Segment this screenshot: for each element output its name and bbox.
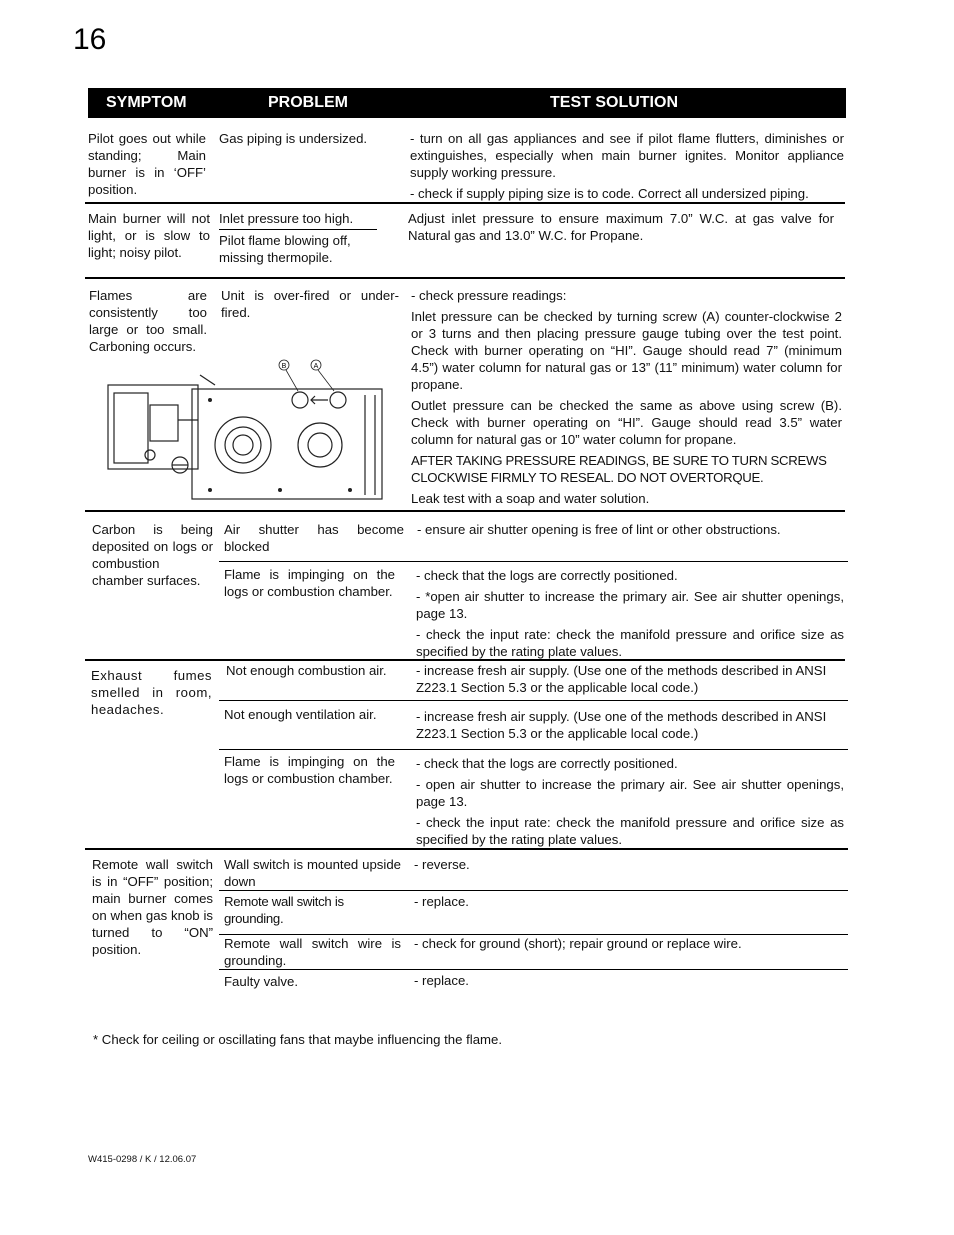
- solution-text: - turn on all gas appliances and see if pilot flame flutters, diminishes or extinguishes, especially when main burner ignites. Monitor appliance supply working pressure.: [410, 131, 844, 180]
- problem-cell: Flame is impinging on the logs or combustion chamber.: [224, 754, 395, 786]
- symptom-cell: Pilot goes out while standing; Main burner is in ‘OFF’ position.: [88, 131, 206, 197]
- solution-cell: [416, 755, 844, 852]
- solution-text: - check if supply piping size is to code. Correct all undersized piping.: [410, 186, 809, 201]
- problem-cell: Wall switch is mounted upside down: [224, 857, 401, 889]
- screw-b-label: B: [281, 363, 287, 370]
- document-code: W415-0298 / K / 12.06.07: [88, 1154, 197, 1165]
- solution-text: - open air shutter to increase the primary air. See air shutter openings, page 13.: [416, 777, 844, 809]
- symptom-cell: Flames are consistently too large or too small. Carboning occurs.: [89, 288, 207, 354]
- page-number: 16: [73, 23, 107, 56]
- solution-text: - check that the logs are correctly positioned.: [416, 568, 678, 583]
- problem-cell: Faulty valve.: [224, 974, 299, 989]
- solution-text: Inlet pressure can be checked by turning screw (A) counter-clockwise 2 or 3 turns and then placing pressure gauge tubing over the test point. Check with burner operating on “HI”. Gauge should read 7” (minimum 4.5”) water column for natural gas or 13” (11” minimum) water column for propane.: [411, 309, 842, 392]
- problem-cell: Not enough combustion air.: [226, 663, 387, 678]
- solution-text: - check the input rate: check the manifold pressure and orifice size as specified by the rating plate values.: [416, 627, 844, 659]
- symptom-cell: Main burner will not light, or is slow to light; noisy pilot.: [88, 211, 210, 260]
- sub-row-divider: [219, 749, 848, 750]
- problem-cell: Flame is impinging on the logs or combustion chamber.: [224, 567, 395, 599]
- table-header: [88, 88, 846, 118]
- problem-cell: Gas piping is undersized.: [219, 131, 368, 146]
- solution-text: Leak test with a soap and water solution.: [411, 491, 650, 506]
- solution-text: - check that the logs are correctly positioned.: [416, 756, 678, 771]
- problem-cell: Unit is over-fired or under-fired.: [221, 288, 399, 320]
- row-divider: [85, 277, 845, 279]
- sub-row-divider: [219, 561, 848, 562]
- solution-text: - check the input rate: check the manifold pressure and orifice size as specified by the rating plate values.: [416, 815, 844, 847]
- solution-cell: [416, 567, 844, 664]
- header-symptom: SYMPTOM: [106, 94, 187, 111]
- solution-cell: [410, 130, 844, 206]
- gas-valve-diagram: [100, 355, 385, 501]
- solution-text: - check pressure readings:: [411, 288, 567, 303]
- problem-cell: Air shutter has become blocked: [224, 522, 404, 554]
- solution-warning: AFTER TAKING PRESSURE READINGS, BE SURE TO TURN SCREWS CLOCKWISE FIRMLY TO RESEAL. DO NOT OVERTORQUE.: [411, 453, 827, 485]
- problem-cell: Remote wall switch is grounding.: [224, 894, 344, 926]
- solution-cell: - replace.: [414, 973, 469, 988]
- sub-row-divider: [219, 700, 848, 701]
- problem-cell: Pilot flame blowing off, missing thermopile.: [219, 233, 351, 265]
- screw-a-label: A: [313, 363, 319, 370]
- solution-cell: Adjust inlet pressure to ensure maximum 7.0” W.C. at gas valve for Natural gas and 13.0” W.C. for Propane.: [408, 211, 834, 243]
- row-divider: [85, 202, 845, 204]
- solution-cell: - replace.: [414, 894, 469, 909]
- solution-cell: - check for ground (short); repair ground or replace wire.: [414, 936, 742, 951]
- problem-cell: Not enough ventilation air.: [224, 707, 377, 722]
- problem-cell: Remote wall switch wire is grounding.: [224, 936, 401, 968]
- row-divider: [85, 848, 848, 850]
- header-test-solution: TEST SOLUTION: [550, 94, 678, 111]
- symptom-cell: Remote wall switch is in “OFF” position; main burner comes on when gas knob is turned to “ON” position.: [92, 857, 213, 957]
- solution-cell: - reverse.: [414, 857, 470, 872]
- solution-text: Outlet pressure can be checked the same as above using screw (B). Check with burner operating on “HI”. Gauge should read 3.5” water column for natural gas or 10” water column for propane.: [411, 398, 842, 447]
- symptom-cell: Exhaust fumes smelled in room, headaches.: [91, 668, 212, 717]
- problem-divider: [219, 229, 377, 230]
- symptom-cell: Carbon is being deposited on logs or combustion chamber surfaces.: [92, 522, 213, 588]
- footnote: * Check for ceiling or oscillating fans that maybe influencing the flame.: [93, 1032, 503, 1047]
- header-problem: PROBLEM: [268, 94, 348, 111]
- solution-cell: [411, 287, 842, 511]
- row-divider: [85, 659, 845, 661]
- problem-cell: Inlet pressure too high.: [219, 211, 354, 226]
- solution-cell: - ensure air shutter opening is free of lint or other obstructions.: [417, 522, 781, 537]
- solution-text: - *open air shutter to increase the primary air. See air shutter openings, page 13.: [416, 589, 844, 621]
- solution-cell: - increase fresh air supply. (Use one of the methods described in ANSI Z223.1 Section 5.3 or the applicable local code.): [416, 709, 827, 741]
- row-divider: [85, 510, 845, 512]
- sub-row-divider: [219, 969, 848, 970]
- sub-row-divider: [219, 890, 848, 891]
- solution-cell: - increase fresh air supply. (Use one of the methods described in ANSI Z223.1 Section 5.3 or the applicable local code.): [416, 663, 827, 695]
